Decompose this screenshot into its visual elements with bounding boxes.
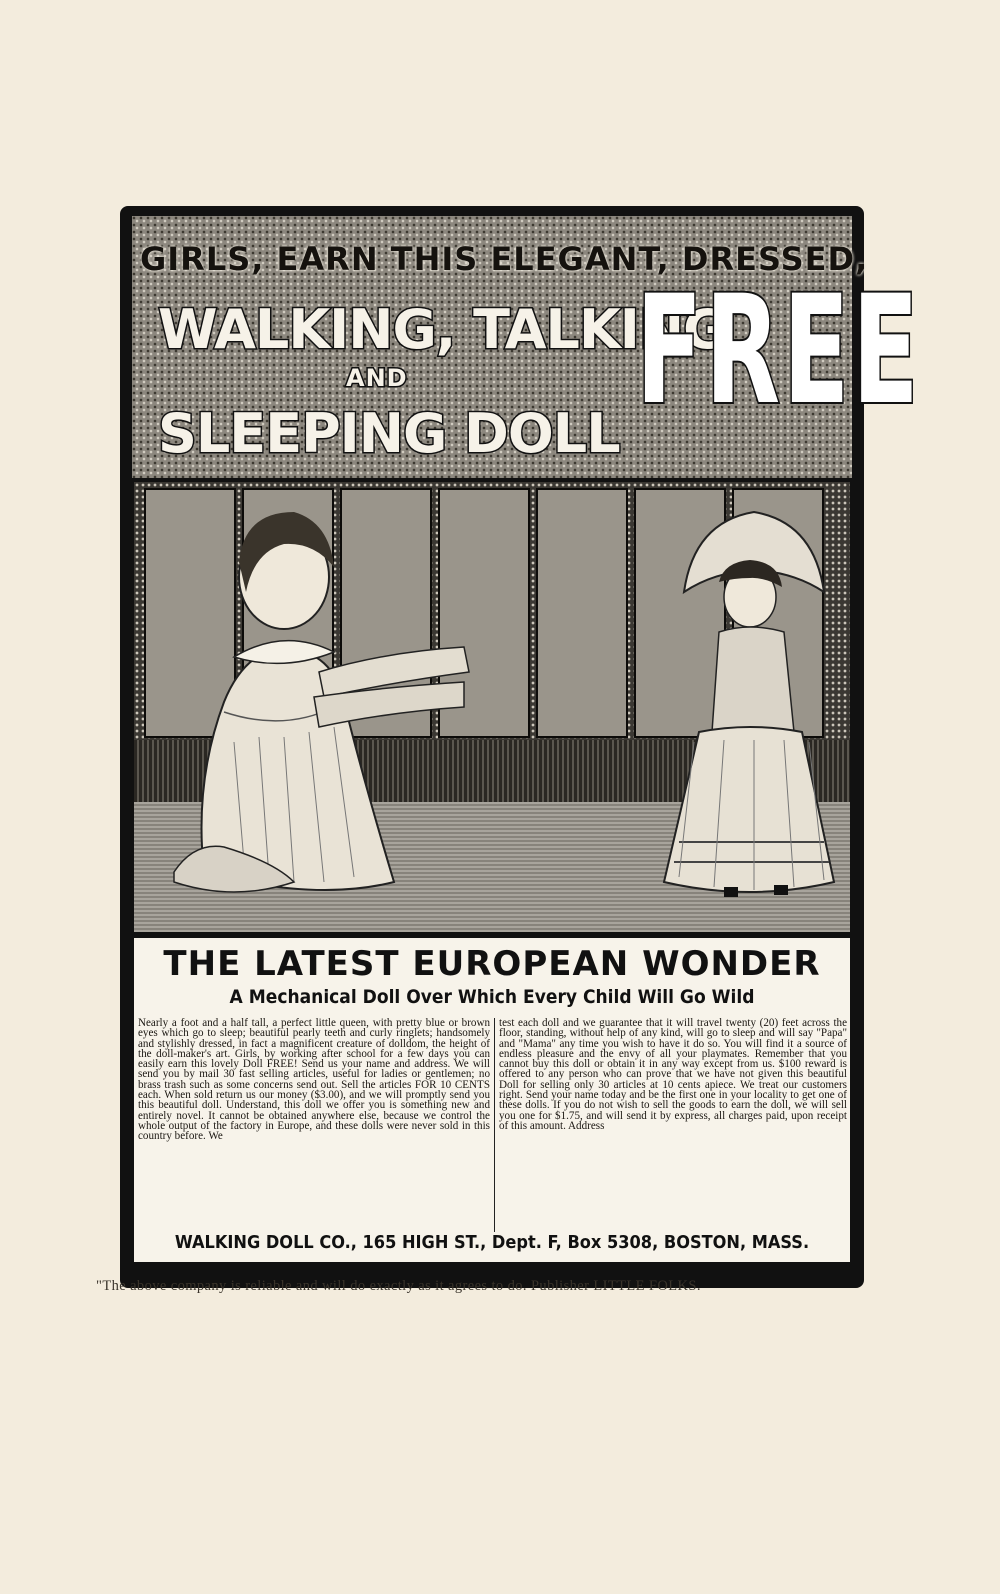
headline-walking-talking: WALKING, TALKING (158, 298, 727, 361)
headline-banner (132, 216, 922, 478)
headline-title: THE LATEST EUROPEAN WONDER (163, 944, 821, 984)
illustration-girl-and-doll (134, 482, 850, 932)
headline-line-1: GIRLS, EARN THIS ELEGANT, DRESSED, (140, 240, 869, 278)
copy-block (134, 938, 850, 1262)
kneeling-girl-figure (174, 512, 469, 892)
advertisement (120, 206, 922, 1288)
body-column-left: Nearly a foot and a half tall, a perfect little queen, with pretty blue or brown eyes which go to sleep; beautiful pearly teeth and curly ringlets; handsomely and stylishly dressed, in fact a magnificent creature of dolldom, the height of the doll-maker's art. Girls, by working after school for a few days you can easily earn this lovely Doll FREE! Send us your name and address. We will send you by mail 30 fast selling articles, useful for ladies or gentlemen; no brass trash such as some concerns send out. Sell the articles FOR 10 CENTS each. When sold return us our money ($3.00), and we will promptly send you this beautiful doll. Understand, this doll we offer you is something new and entirely novel. It cannot be obtained anywhere else, because we control the whole output of the factory in Europe, and these dolls were never sold in this country before. We (138, 1018, 490, 1143)
figures-illustration (134, 482, 850, 932)
publisher-disclaimer: "The above company is reliable and will do exactly as it agrees to do. Publisher LITTLE FOLKS. (96, 1278, 701, 1294)
company-address: WALKING DOLL CO., 165 HIGH ST., Dept. F, Box 5308, BOSTON, MASS. (174, 1232, 810, 1253)
doll-figure (664, 512, 834, 897)
headline-sleeping-doll: SLEEPING DOLL (158, 402, 620, 465)
headline-and: AND (346, 364, 408, 392)
headline-free: FREE (636, 264, 922, 438)
body-column-right: test each doll and we guarantee that it will travel twenty (20) feet across the floor, standing, without help of any kind, will go to sleep and will say "Papa" and "Mama" any time you wish to have it do so. You will find it a source of endless pleasure and the envy of all your playmates. Remember that you cannot buy this doll or obtain it in any way except from us. $100 reward is offered to any person who can prove that we have not given this beautiful Doll for selling only 30 articles at 10 cents apiece. We treat our customers right. Send your name today and be the first one in your locality to get one of these dolls. If you do not wish to sell the goods to earn the doll, we will sell you one for $1.75, and will send it by express, all charges paid, upon receipt of this amount. Address (494, 1018, 847, 1232)
headline-subtitle: A Mechanical Doll Over Which Every Child Will Go Wild (229, 986, 755, 1008)
